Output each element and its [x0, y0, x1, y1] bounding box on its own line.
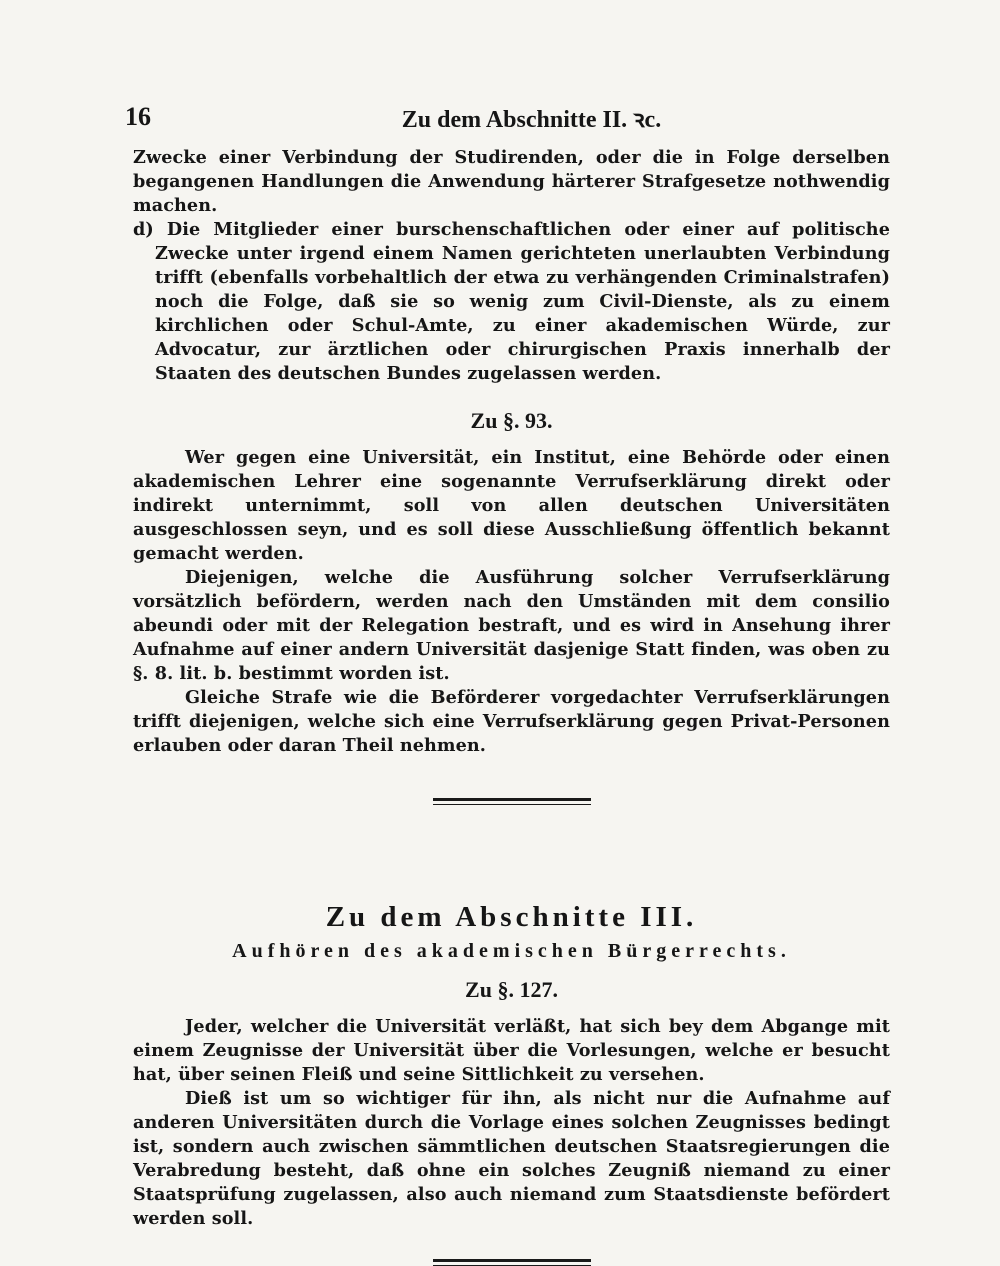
divider-rule-bottom [433, 1259, 591, 1266]
paragraph-d: d) Die Mitglieder einer burschenschaftlichen oder einer auf politische Zwecke unter irgend einem Namen gerichteten unerlaubten Verbindung trifft (ebenfalls vorbehaltlich der etwa zu verhängenden Criminalstrafen) noch die Folge, daß sie so wenig zum Civil-Dienste, als zu einem kirchlichen oder Schul-Amte, zu einer akademischen Würde, zur Advocatur, zur ärztlichen oder chirurgischen Praxis innerhalb der Staaten des deutschen Bundes zugelassen werden. [133, 219, 890, 384]
paragraph-93-3: Gleiche Strafe wie die Beförderer vorgedachter Verrufserklärungen trifft diejenigen, welche sich eine Verrufserklärung gegen Privat-Personen erlauben oder daran Theil nehmen. [133, 687, 890, 756]
heading-paragraph-127: Zu §. 127. [465, 977, 558, 1002]
paragraph-127-2: Dieß ist um so wichtiger für ihn, als nicht nur die Aufnahme auf anderen Universitäten durch die Vorlage eines solchen Zeugnisses bedingt ist, sondern auch zwischen sämmtlichen deutschen Staatsregierungen die Verabredung besteht, daß ohne ein solches Zeugniß niemand zu einer Staatsprüfung zugelassen, also auch niemand zum Staatsdienste befördert werden soll. [133, 1088, 890, 1229]
running-head: Zu dem Abschnitte II. ꝛc. [401, 107, 662, 133]
page-header [125, 102, 890, 146]
paragraph-93-1: Wer gegen eine Universität, ein Institut, eine Behörde oder einen akademischen Lehrer eine sogenannte Verrufserklärung direkt oder indirekt unternimmt, soll von allen deutschen Universitäten ausgeschlossen seyn, und es soll diese Ausschließung öffentlich bekannt gemacht werden. [133, 447, 890, 564]
section-title: Zu dem Abschnitte III. [325, 901, 698, 933]
paragraph-93-2: Diejenigen, welche die Ausführung solcher Verrufserklärung vorsätzlich befördern, werden nach den Umständen mit dem consilio abeundi oder mit der Relegation bestraft, und es wird in Ansehung ihrer Aufnahme auf einer andern Universität dasjenige Statt finden, was oben zu §. 8. lit. b. bestimmt worden ist. [133, 567, 890, 684]
page-number: 16 [125, 102, 151, 131]
section-subtitle: Aufhören des akademischen Bürgerrechts. [232, 940, 791, 962]
divider-rule [433, 798, 591, 805]
paragraph-c-continued: Zwecke einer Verbindung der Studirenden, oder die in Folge derselben begangenen Handlungen die Anwendung härterer Strafgesetze nothwendig machen. [133, 147, 890, 216]
paragraph-127-1: Jeder, welcher die Universität verläßt, hat sich bey dem Abgange mit einem Zeugnisse der Universität über die Vorlesungen, welche er besucht hat, über seinen Fleiß und seine Sittlichkeit zu versehen. [133, 1016, 890, 1085]
heading-paragraph-93: Zu §. 93. [470, 408, 553, 433]
